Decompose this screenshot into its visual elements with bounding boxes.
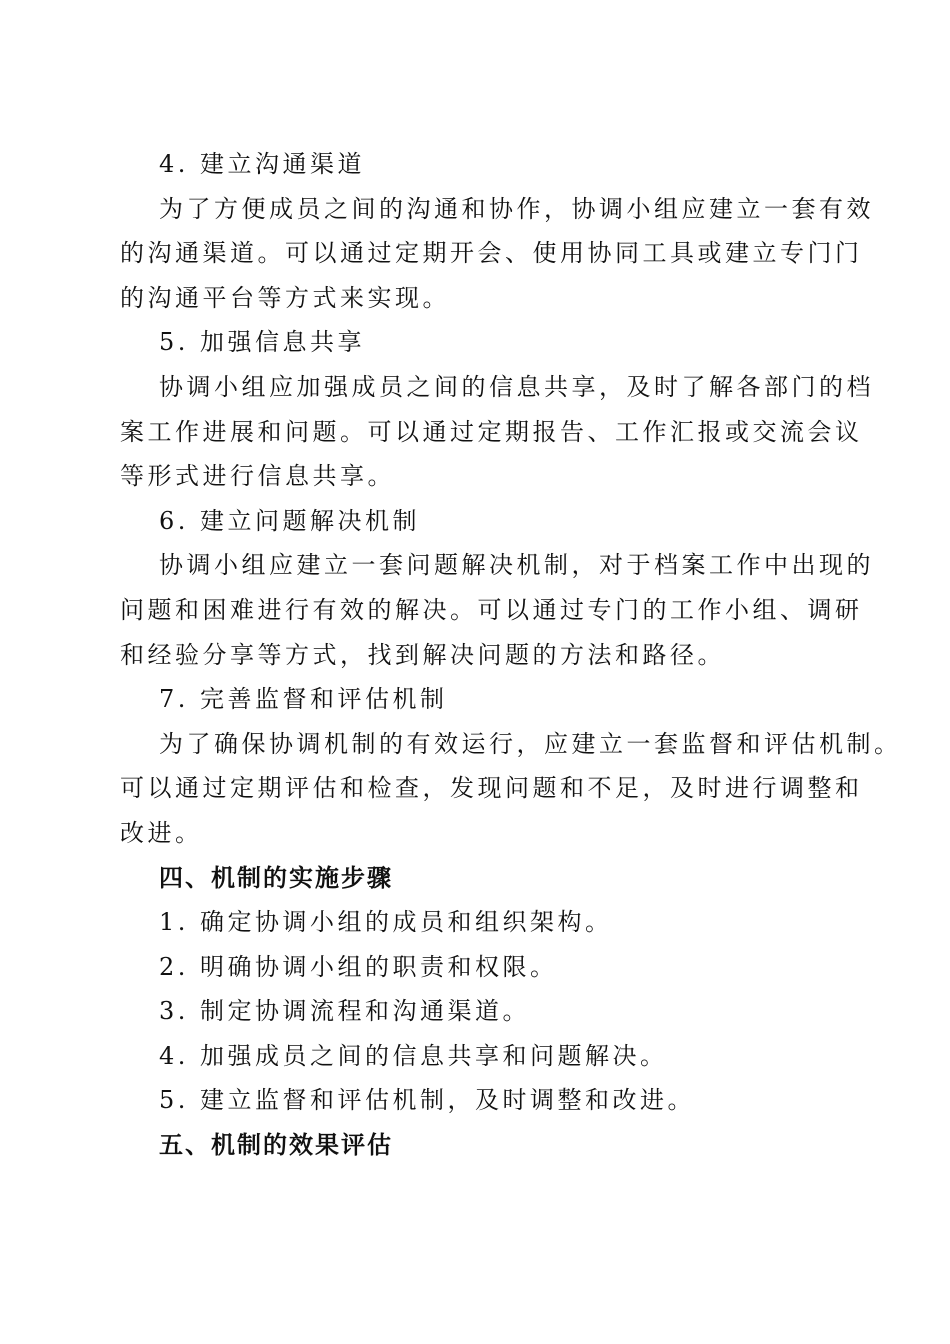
- paragraph-line: 协调小组应建立一套问题解决机制，对于档案工作中出现的: [159, 551, 874, 580]
- paragraph-line: 和经验分享等方式，找到解决问题的方法和路径。: [120, 640, 725, 669]
- paragraph-line: 问题和困难进行有效的解决。可以通过专门的工作小组、调研: [120, 595, 863, 624]
- document-body: [120, 142, 902, 1168]
- paragraph-line: 为了确保协调机制的有效运行，应建立一套监督和评估机制。: [159, 729, 902, 758]
- paragraph-line: 改进。: [120, 818, 203, 847]
- step-item: 4. 加强成员之间的信息共享和问题解决。: [159, 1041, 668, 1070]
- paragraph-line: 案工作进展和问题。可以通过定期报告、工作汇报或交流会议: [120, 417, 863, 446]
- step-item: 3. 制定协调流程和沟通渠道。: [159, 997, 531, 1026]
- section-heading: 四、机制的实施步骤: [159, 863, 393, 892]
- paragraph-line: 的沟通平台等方式来实现。: [120, 283, 450, 312]
- step-item: 5. 建立监督和评估机制，及时调整和改进。: [159, 1086, 696, 1115]
- item-heading: 7. 完善监督和评估机制: [159, 685, 448, 714]
- section-heading: 五、机制的效果评估: [159, 1131, 393, 1160]
- paragraph-line: 协调小组应加强成员之间的信息共享，及时了解各部门的档: [159, 372, 874, 401]
- item-heading: 4. 建立沟通渠道: [159, 150, 366, 178]
- item-heading: 6. 建立问题解决机制: [159, 506, 421, 535]
- step-item: 1. 确定协调小组的成员和组织架构。: [159, 908, 613, 937]
- item-heading: 5. 加强信息共享: [159, 328, 366, 357]
- paragraph-line: 为了方便成员之间的沟通和协作，协调小组应建立一套有效: [159, 194, 874, 223]
- paragraph-line: 等形式进行信息共享。: [120, 462, 395, 491]
- paragraph-line: 可以通过定期评估和检查，发现问题和不足，及时进行调整和: [120, 774, 863, 803]
- step-item: 2. 明确协调小组的职责和权限。: [159, 952, 558, 981]
- paragraph-line: 的沟通渠道。可以通过定期开会、使用协同工具或建立专门门: [120, 239, 863, 268]
